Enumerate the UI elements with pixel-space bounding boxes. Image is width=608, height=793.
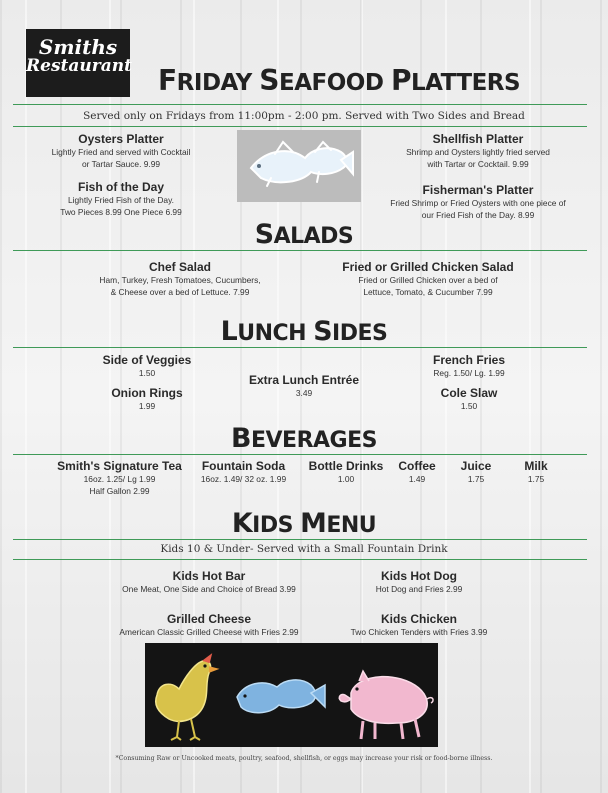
item-title: Shellfish Platter: [432, 132, 524, 146]
item-title: Smith's Signature Tea: [57, 459, 182, 473]
kids-chicken: [299, 612, 539, 638]
item-desc: Lettuce, Tomato, & Cucumber 7.99: [363, 287, 493, 298]
shellfish-platter: [358, 132, 598, 170]
item-price: 1.75: [527, 474, 545, 484]
item-title: Fish of the Day: [77, 180, 164, 194]
item-desc: Lightly Fried and served with Cocktail: [51, 147, 191, 157]
kids-hot-bar: [89, 569, 329, 595]
item-title: Milk: [524, 459, 548, 473]
item-title: Bottle Drinks: [308, 459, 384, 473]
item-desc: & Cheese over a bed of Lettuce. 7.99: [110, 287, 250, 298]
item-title: Fisherman's Platter: [422, 183, 534, 197]
cole-slaw: [349, 386, 589, 412]
chicken-salad: [308, 260, 548, 298]
kids-note: Kids 10 & Under- Served with a Small Fountain Drink: [160, 543, 448, 555]
chicken-icon: [156, 655, 217, 740]
kids-grilled-cheese: [89, 612, 329, 638]
item-price: 16oz. 1.49/ 32 oz. 1.99: [200, 474, 287, 484]
item-title: Extra Lunch Entrée: [248, 373, 360, 387]
beverage-item: [387, 459, 447, 485]
lunch-sides-rule: [13, 347, 587, 348]
kids-hot-dog: [299, 569, 539, 595]
seafood-note: Served only on Fridays from 11:00pm - 2:00 pm. Served with Two Sides and Bread: [83, 110, 525, 122]
item-title: Chef Salad: [148, 260, 211, 274]
item-desc: with Tartar or Cocktail. 9.99: [427, 159, 529, 170]
kids-menu-rule: [13, 539, 587, 540]
salads-heading: SALADS: [254, 219, 354, 250]
item-title: Oysters Platter: [78, 132, 164, 146]
item-price: 1.50: [138, 368, 156, 378]
logo-line-1: Smiths: [38, 35, 118, 59]
item-title: Grilled Cheese: [166, 612, 252, 626]
item-price: 3.49: [295, 388, 313, 398]
item-desc: our Fried Fish of the Day. 8.99: [421, 210, 535, 221]
item-desc: or Tartar Sauce. 9.99: [81, 159, 161, 170]
seafood-note-rule: [13, 126, 587, 127]
item-price: 16oz. 1.25/ Lg 1.99: [83, 474, 156, 484]
chef-salad: [60, 260, 300, 298]
item-desc: Fried Shrimp or Fried Oysters with one piece of: [390, 198, 566, 208]
item-title: Cole Slaw: [440, 386, 498, 400]
page-title: FRIDAY SEAFOOD PLATTERS: [158, 64, 521, 97]
item-desc: One Meat, One Side and Choice of Bread 3.99: [122, 584, 296, 594]
item-desc: Hot Dog and Fries 2.99: [375, 584, 463, 594]
beverages-heading: BEVERAGES: [231, 423, 377, 454]
item-desc: Ham, Turkey, Fresh Tomatoes, Cucumbers,: [99, 275, 261, 285]
fish-icon: [237, 680, 325, 713]
beverages-rule: [13, 454, 587, 455]
health-warning-footnote: *Consuming Raw or Uncooked meats, poultry, seafood, shellfish, or eggs may increase your risk or food-borne illness.: [115, 755, 493, 762]
item-title: Coffee: [398, 459, 436, 473]
french-fries: [349, 353, 589, 379]
fish-illustration: [237, 130, 361, 202]
item-desc: Fried or Grilled Chicken over a bed of: [358, 275, 498, 285]
logo-line-2: Restaurant: [26, 56, 132, 76]
item-desc: Two Chicken Tenders with Fries 3.99: [350, 627, 488, 637]
item-title: Fountain Soda: [201, 459, 286, 473]
salads-rule: [13, 250, 587, 251]
item-desc: Two Pieces 8.99 One Piece 6.99: [60, 207, 182, 218]
item-title: Onion Rings: [111, 386, 183, 400]
title-rule: [13, 104, 587, 105]
beverage-item: [296, 459, 396, 485]
item-price: Reg. 1.50/ Lg. 1.99: [433, 368, 505, 378]
item-price: 1.50: [460, 401, 478, 411]
kids-note-rule: [13, 559, 587, 560]
beverage-item: [446, 459, 506, 485]
item-price: 1.00: [337, 474, 355, 484]
fish-of-the-day: [1, 180, 241, 218]
beverage-item: [506, 459, 566, 485]
item-title: Kids Chicken: [380, 612, 458, 626]
oysters-platter: [1, 132, 241, 170]
item-title: Fried or Grilled Chicken Salad: [342, 260, 514, 274]
fish-icon: [237, 130, 361, 202]
restaurant-logo: [26, 29, 130, 97]
item-title: Kids Hot Bar: [172, 569, 246, 583]
item-desc: Shrimp and Oysters lightly fried served: [406, 147, 550, 157]
item-title: French Fries: [432, 353, 506, 367]
animals-illustration: [145, 643, 438, 747]
item-title: Juice: [460, 459, 492, 473]
item-price: 1.99: [138, 401, 156, 411]
item-desc: American Classic Grilled Cheese with Fries 2.99: [119, 627, 299, 637]
kids-menu-heading: KIDS MENU: [231, 508, 377, 539]
fishermans-platter: [358, 183, 598, 221]
item-price: 1.75: [467, 474, 485, 484]
item-price: 1.49: [408, 474, 426, 484]
beverage-item: [52, 459, 187, 497]
item-price: Half Gallon 2.99: [89, 486, 150, 497]
beverage-item: [186, 459, 301, 485]
item-desc: Lightly Fried Fish of the Day.: [68, 195, 174, 205]
lunch-sides-heading: LUNCH SIDES: [220, 316, 388, 347]
item-title: Kids Hot Dog: [381, 569, 457, 583]
item-title: Side of Veggies: [102, 353, 192, 367]
pig-icon: [339, 671, 433, 739]
